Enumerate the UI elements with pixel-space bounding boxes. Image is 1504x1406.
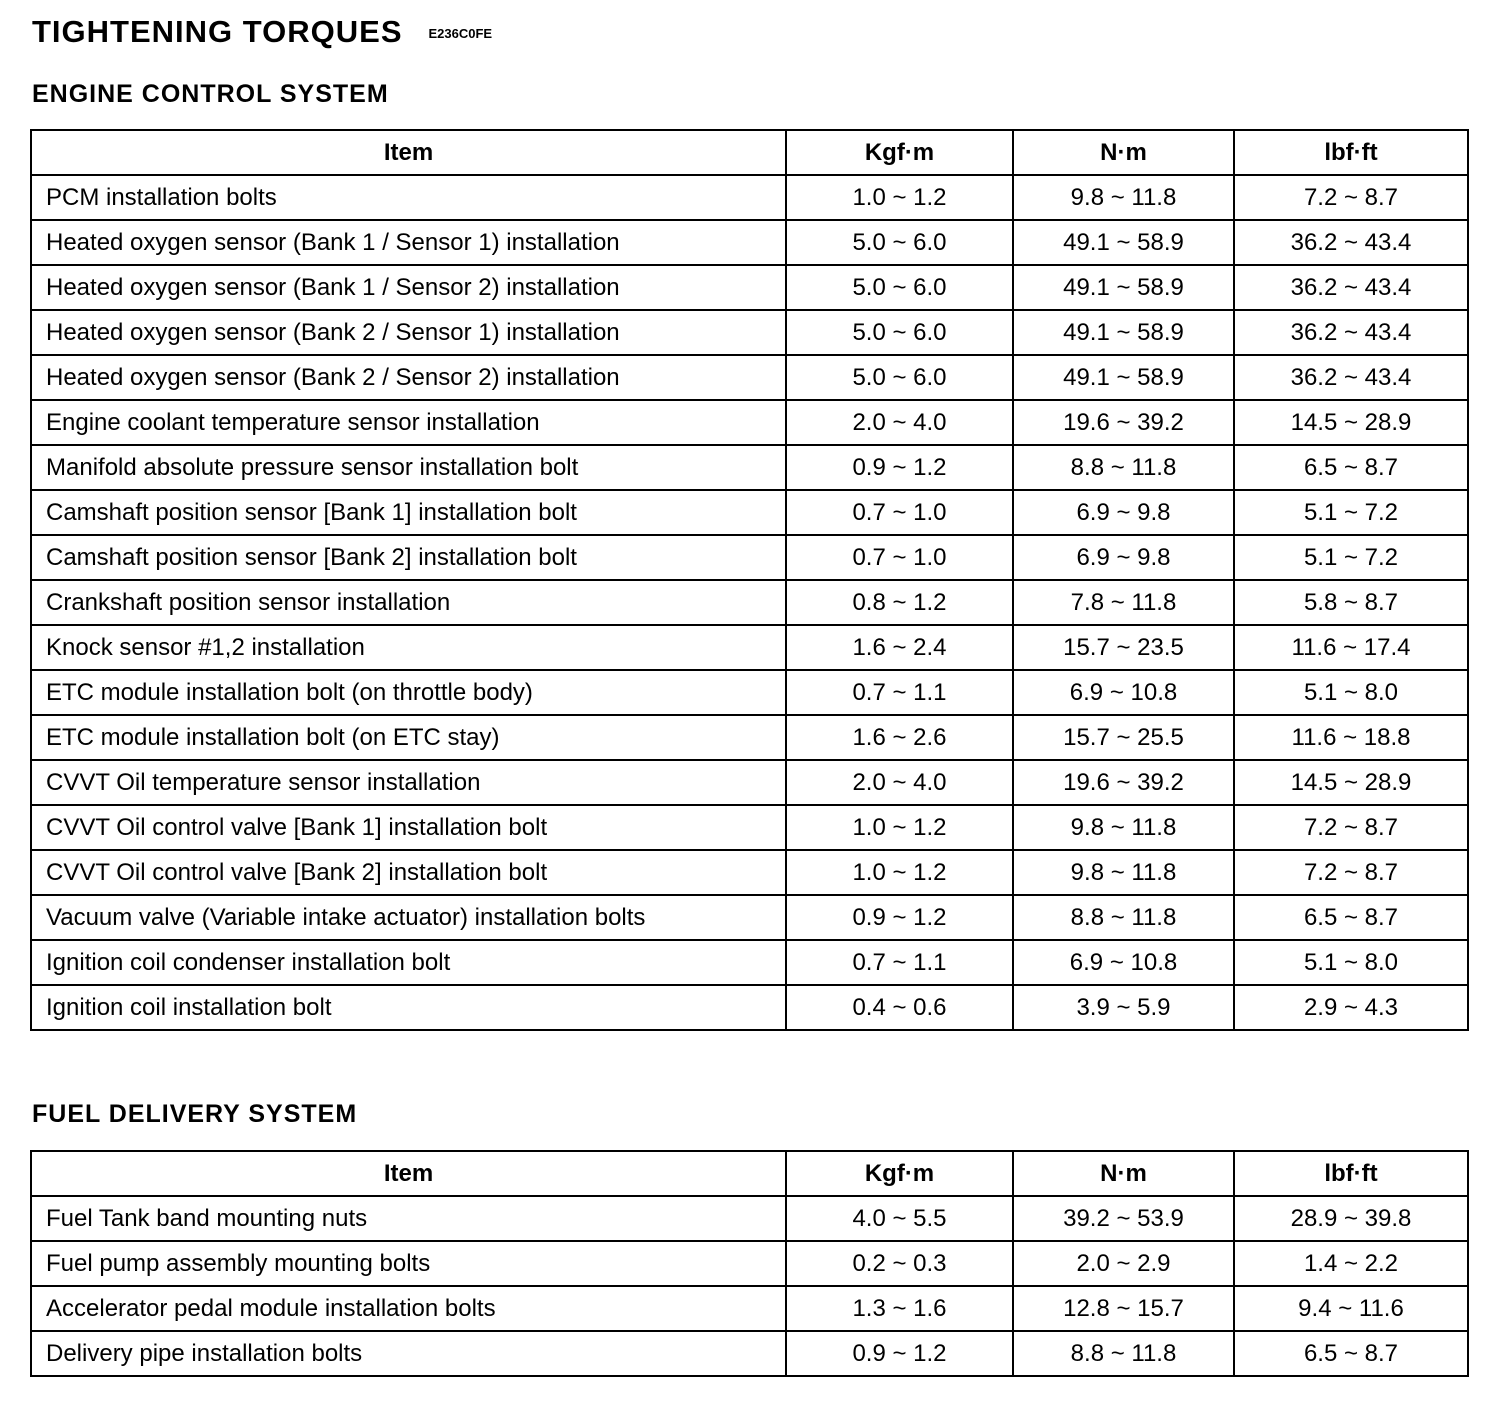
fuel-torque-table <box>30 1150 1469 1377</box>
cell-item: Fuel Tank band mounting nuts <box>31 1196 786 1241</box>
cell-nm: 8.8 ~ 11.8 <box>1013 1331 1234 1376</box>
table-row <box>31 220 1468 265</box>
cell-nm: 9.8 ~ 11.8 <box>1013 175 1234 220</box>
cell-item: CVVT Oil control valve [Bank 1] installation bolt <box>31 805 786 850</box>
page-title-text: TIGHTENING TORQUES <box>32 14 403 49</box>
table-row <box>31 1331 1468 1376</box>
fuel-table-body <box>31 1196 1468 1376</box>
cell-kgf: 2.0 ~ 4.0 <box>786 400 1013 445</box>
engine-table-body <box>31 175 1468 1030</box>
cell-lbf: 14.5 ~ 28.9 <box>1234 400 1468 445</box>
cell-lbf: 6.5 ~ 8.7 <box>1234 445 1468 490</box>
column-header-item: Item <box>31 1151 786 1196</box>
column-header-lbf: lbf·ft <box>1234 130 1468 175</box>
table-row <box>31 850 1468 895</box>
cell-lbf: 6.5 ~ 8.7 <box>1234 1331 1468 1376</box>
table-row <box>31 715 1468 760</box>
cell-nm: 15.7 ~ 23.5 <box>1013 625 1234 670</box>
cell-kgf: 0.4 ~ 0.6 <box>786 985 1013 1030</box>
cell-lbf: 11.6 ~ 18.8 <box>1234 715 1468 760</box>
cell-kgf: 0.9 ~ 1.2 <box>786 445 1013 490</box>
table-row <box>31 400 1468 445</box>
cell-lbf: 5.1 ~ 7.2 <box>1234 535 1468 580</box>
cell-item: Heated oxygen sensor (Bank 2 / Sensor 1) installation <box>31 310 786 355</box>
engine-section-title: ENGINE CONTROL SYSTEM <box>32 80 389 108</box>
cell-item: Heated oxygen sensor (Bank 1 / Sensor 2) installation <box>31 265 786 310</box>
cell-nm: 8.8 ~ 11.8 <box>1013 895 1234 940</box>
cell-lbf: 5.1 ~ 8.0 <box>1234 670 1468 715</box>
column-header-kgf: Kgf·m <box>786 130 1013 175</box>
column-header-kgf: Kgf·m <box>786 1151 1013 1196</box>
cell-kgf: 5.0 ~ 6.0 <box>786 220 1013 265</box>
cell-item: Knock sensor #1,2 installation <box>31 625 786 670</box>
cell-nm: 6.9 ~ 10.8 <box>1013 940 1234 985</box>
cell-kgf: 4.0 ~ 5.5 <box>786 1196 1013 1241</box>
column-header-nm: N·m <box>1013 130 1234 175</box>
cell-nm: 8.8 ~ 11.8 <box>1013 445 1234 490</box>
table-row <box>31 265 1468 310</box>
cell-item: CVVT Oil control valve [Bank 2] installation bolt <box>31 850 786 895</box>
cell-lbf: 5.8 ~ 8.7 <box>1234 580 1468 625</box>
table-row <box>31 760 1468 805</box>
cell-nm: 49.1 ~ 58.9 <box>1013 220 1234 265</box>
cell-kgf: 0.7 ~ 1.0 <box>786 490 1013 535</box>
table-row <box>31 310 1468 355</box>
table-row <box>31 805 1468 850</box>
engine-torque-table <box>30 129 1469 1031</box>
cell-lbf: 9.4 ~ 11.6 <box>1234 1286 1468 1331</box>
cell-nm: 9.8 ~ 11.8 <box>1013 850 1234 895</box>
table-header-row <box>31 130 1468 175</box>
cell-nm: 39.2 ~ 53.9 <box>1013 1196 1234 1241</box>
cell-kgf: 1.0 ~ 1.2 <box>786 175 1013 220</box>
cell-lbf: 36.2 ~ 43.4 <box>1234 265 1468 310</box>
cell-kgf: 5.0 ~ 6.0 <box>786 265 1013 310</box>
cell-kgf: 5.0 ~ 6.0 <box>786 310 1013 355</box>
cell-kgf: 5.0 ~ 6.0 <box>786 355 1013 400</box>
cell-item: Crankshaft position sensor installation <box>31 580 786 625</box>
table-row <box>31 670 1468 715</box>
cell-kgf: 1.0 ~ 1.2 <box>786 850 1013 895</box>
table-row <box>31 940 1468 985</box>
document-code: E236C0FE <box>428 26 493 42</box>
cell-item: Heated oxygen sensor (Bank 2 / Sensor 2) installation <box>31 355 786 400</box>
cell-nm: 9.8 ~ 11.8 <box>1013 805 1234 850</box>
cell-kgf: 0.2 ~ 0.3 <box>786 1241 1013 1286</box>
cell-item: Delivery pipe installation bolts <box>31 1331 786 1376</box>
cell-nm: 2.0 ~ 2.9 <box>1013 1241 1234 1286</box>
cell-item: Vacuum valve (Variable intake actuator) installation bolts <box>31 895 786 940</box>
column-header-nm: N·m <box>1013 1151 1234 1196</box>
cell-kgf: 0.8 ~ 1.2 <box>786 580 1013 625</box>
table-row <box>31 355 1468 400</box>
cell-item: Engine coolant temperature sensor installation <box>31 400 786 445</box>
cell-kgf: 2.0 ~ 4.0 <box>786 760 1013 805</box>
cell-lbf: 7.2 ~ 8.7 <box>1234 850 1468 895</box>
page-title <box>32 14 492 50</box>
table-row <box>31 535 1468 580</box>
cell-nm: 6.9 ~ 9.8 <box>1013 535 1234 580</box>
cell-item: Camshaft position sensor [Bank 2] installation bolt <box>31 535 786 580</box>
cell-item: Camshaft position sensor [Bank 1] installation bolt <box>31 490 786 535</box>
table-row <box>31 1286 1468 1331</box>
table-row <box>31 895 1468 940</box>
cell-lbf: 2.9 ~ 4.3 <box>1234 985 1468 1030</box>
cell-nm: 49.1 ~ 58.9 <box>1013 310 1234 355</box>
table-header-row <box>31 1151 1468 1196</box>
cell-item: CVVT Oil temperature sensor installation <box>31 760 786 805</box>
table-row <box>31 175 1468 220</box>
table-row <box>31 1196 1468 1241</box>
cell-nm: 6.9 ~ 9.8 <box>1013 490 1234 535</box>
cell-kgf: 1.6 ~ 2.6 <box>786 715 1013 760</box>
cell-nm: 19.6 ~ 39.2 <box>1013 400 1234 445</box>
cell-nm: 3.9 ~ 5.9 <box>1013 985 1234 1030</box>
cell-nm: 6.9 ~ 10.8 <box>1013 670 1234 715</box>
table-row <box>31 625 1468 670</box>
cell-item: ETC module installation bolt (on ETC stay) <box>31 715 786 760</box>
cell-nm: 49.1 ~ 58.9 <box>1013 265 1234 310</box>
cell-item: ETC module installation bolt (on throttle body) <box>31 670 786 715</box>
cell-nm: 12.8 ~ 15.7 <box>1013 1286 1234 1331</box>
cell-item: Fuel pump assembly mounting bolts <box>31 1241 786 1286</box>
table-row <box>31 580 1468 625</box>
cell-kgf: 0.7 ~ 1.1 <box>786 940 1013 985</box>
table-row <box>31 985 1468 1030</box>
cell-lbf: 6.5 ~ 8.7 <box>1234 895 1468 940</box>
cell-item: PCM installation bolts <box>31 175 786 220</box>
cell-lbf: 28.9 ~ 39.8 <box>1234 1196 1468 1241</box>
cell-nm: 19.6 ~ 39.2 <box>1013 760 1234 805</box>
cell-lbf: 5.1 ~ 7.2 <box>1234 490 1468 535</box>
cell-lbf: 36.2 ~ 43.4 <box>1234 310 1468 355</box>
cell-item: Ignition coil condenser installation bolt <box>31 940 786 985</box>
cell-nm: 15.7 ~ 25.5 <box>1013 715 1234 760</box>
cell-lbf: 36.2 ~ 43.4 <box>1234 220 1468 265</box>
cell-nm: 7.8 ~ 11.8 <box>1013 580 1234 625</box>
table-row <box>31 1241 1468 1286</box>
cell-kgf: 1.3 ~ 1.6 <box>786 1286 1013 1331</box>
cell-lbf: 5.1 ~ 8.0 <box>1234 940 1468 985</box>
cell-lbf: 7.2 ~ 8.7 <box>1234 175 1468 220</box>
cell-lbf: 1.4 ~ 2.2 <box>1234 1241 1468 1286</box>
cell-lbf: 14.5 ~ 28.9 <box>1234 760 1468 805</box>
cell-lbf: 36.2 ~ 43.4 <box>1234 355 1468 400</box>
cell-kgf: 0.9 ~ 1.2 <box>786 1331 1013 1376</box>
cell-kgf: 0.9 ~ 1.2 <box>786 895 1013 940</box>
cell-lbf: 11.6 ~ 17.4 <box>1234 625 1468 670</box>
cell-item: Heated oxygen sensor (Bank 1 / Sensor 1) installation <box>31 220 786 265</box>
table-row <box>31 445 1468 490</box>
column-header-item: Item <box>31 130 786 175</box>
cell-kgf: 1.0 ~ 1.2 <box>786 805 1013 850</box>
cell-lbf: 7.2 ~ 8.7 <box>1234 805 1468 850</box>
cell-nm: 49.1 ~ 58.9 <box>1013 355 1234 400</box>
fuel-section-title: FUEL DELIVERY SYSTEM <box>32 1100 358 1128</box>
cell-item: Manifold absolute pressure sensor installation bolt <box>31 445 786 490</box>
table-row <box>31 490 1468 535</box>
cell-kgf: 0.7 ~ 1.0 <box>786 535 1013 580</box>
cell-kgf: 0.7 ~ 1.1 <box>786 670 1013 715</box>
cell-kgf: 1.6 ~ 2.4 <box>786 625 1013 670</box>
cell-item: Ignition coil installation bolt <box>31 985 786 1030</box>
cell-item: Accelerator pedal module installation bolts <box>31 1286 786 1331</box>
column-header-lbf: lbf·ft <box>1234 1151 1468 1196</box>
